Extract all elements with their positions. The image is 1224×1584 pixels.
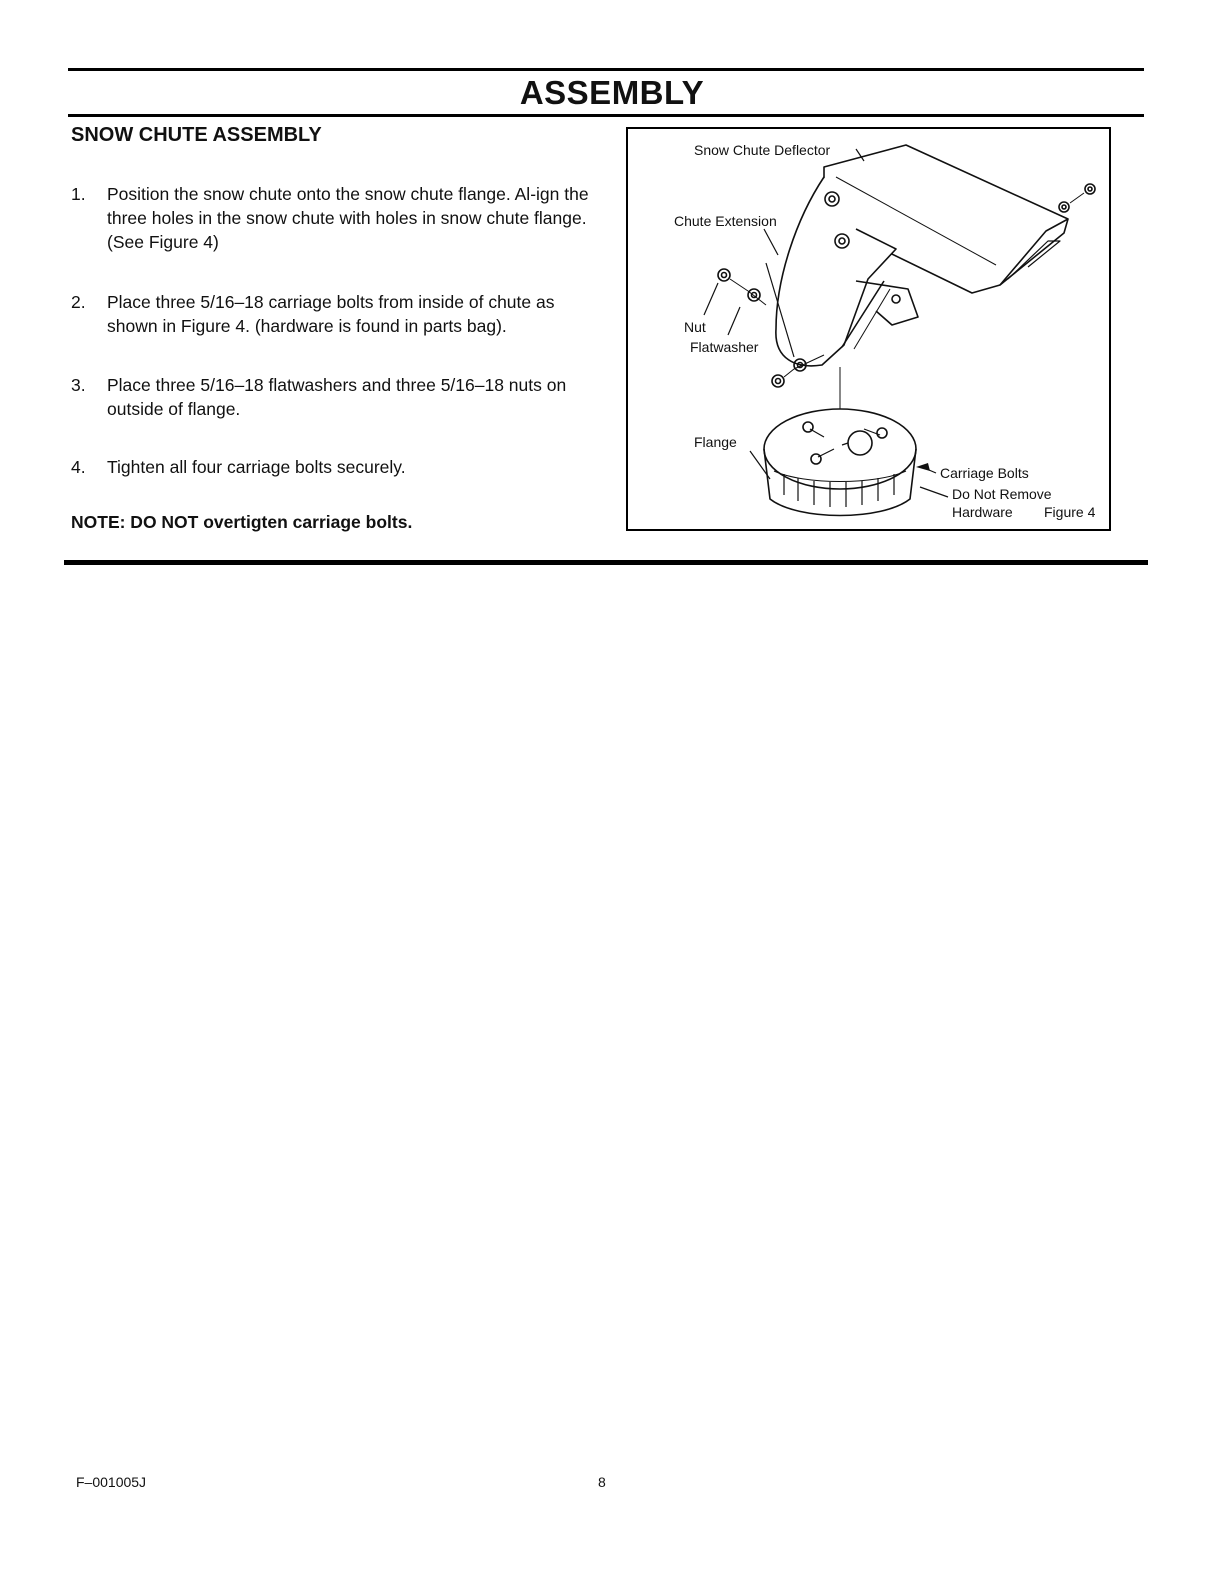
label-chute-extension: Chute Extension (674, 213, 777, 229)
step-number: 1. (71, 184, 86, 204)
step-1 (71, 182, 601, 254)
step-3 (71, 373, 601, 421)
title-underline (68, 114, 1144, 117)
step-text: Place three 5/16–18 carriage bolts from inside of chute as shown in Figure 4. (hardware is found in parts bag). (107, 292, 555, 336)
label-flange: Flange (694, 434, 737, 450)
figure-caption: Figure 4 (1044, 504, 1096, 520)
label-flatwasher: Flatwasher (690, 339, 759, 355)
section-bottom-rule (64, 560, 1148, 565)
figure-4 (626, 127, 1111, 531)
flange-shape (764, 409, 916, 489)
label-carriage-bolts: Carriage Bolts (940, 465, 1029, 481)
top-rule (68, 68, 1144, 71)
step-text: Place three 5/16–18 flatwashers and three 5/16–18 nuts on outside of flange. (107, 375, 567, 419)
page-title: ASSEMBLY (519, 74, 705, 111)
footer-document-code: F–001005J (76, 1474, 147, 1490)
note-warning: NOTE: DO NOT overtigten carriage bolts. (71, 512, 413, 532)
figure-drawing (628, 129, 1113, 533)
step-text: Position the snow chute onto the snow chute flange. Al-ign the three holes in the snow chute with holes in snow chute flange. (See Figure 4) (107, 184, 589, 252)
section-title: SNOW CHUTE ASSEMBLY (71, 124, 322, 146)
step-text: Tighten all four carriage bolts securely. (107, 457, 406, 477)
label-hardware: Hardware (952, 504, 1013, 520)
step-number: 4. (71, 457, 86, 477)
footer-page-number: 8 (598, 1474, 606, 1490)
step-number: 3. (71, 375, 86, 395)
label-snow-chute-deflector: Snow Chute Deflector (694, 142, 831, 158)
step-4 (71, 455, 601, 479)
label-do-not-remove: Do Not Remove (952, 486, 1052, 502)
step-2 (71, 290, 601, 338)
step-number: 2. (71, 292, 86, 312)
label-nut: Nut (684, 319, 706, 335)
